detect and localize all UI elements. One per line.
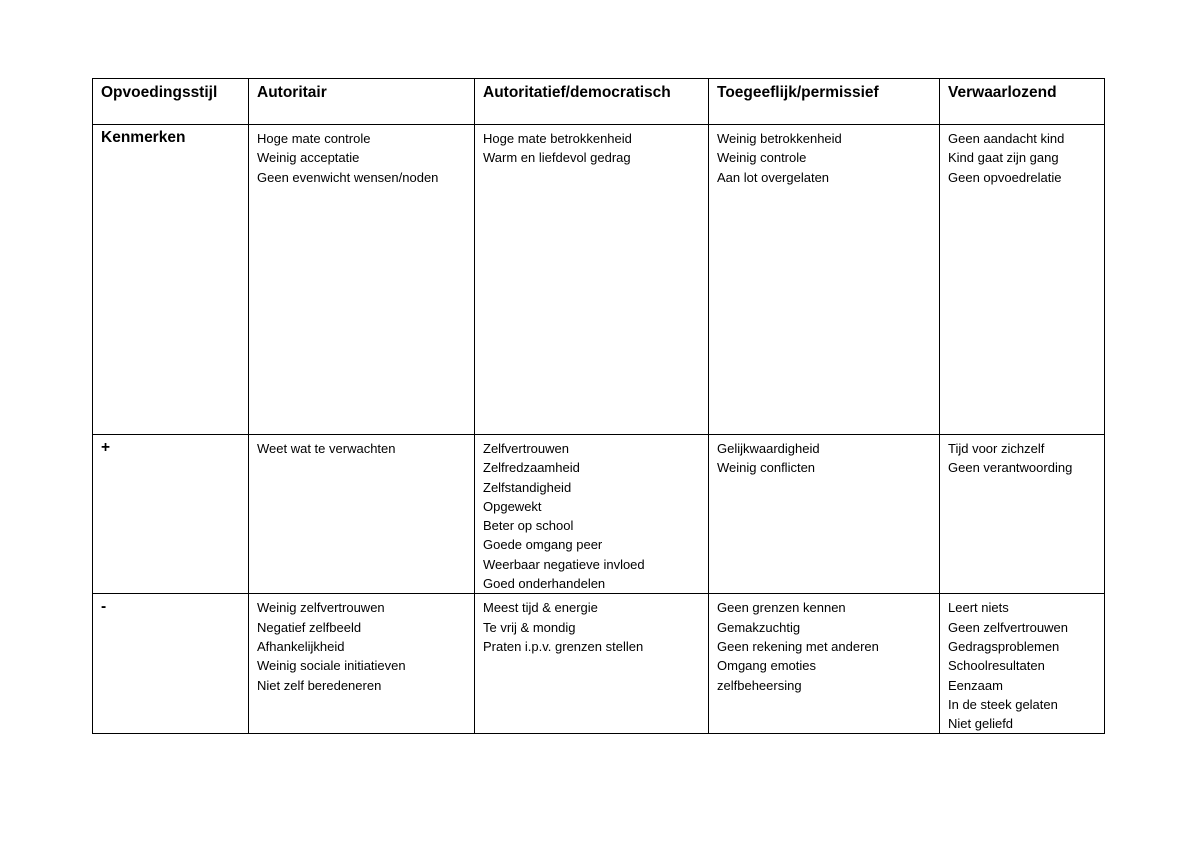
cell-line: Weinig controle xyxy=(717,150,807,166)
cell-line: Te vrij & mondig xyxy=(483,619,576,635)
table-row xyxy=(93,594,1105,734)
row-label-minus: - xyxy=(93,594,249,734)
cell-line: Schoolresultaten xyxy=(948,658,1045,674)
cell-line: Gelijkwaardigheid xyxy=(717,441,820,456)
cell-line: Negatief zelfbeeld xyxy=(257,619,362,635)
cell-line: Geen evenwicht wensen/noden xyxy=(257,169,439,185)
cell-line: Geen aandacht kind xyxy=(948,131,1065,146)
cell-line: Weinig conflicten xyxy=(717,460,816,476)
cell-line: Hoge mate betrokkenheid xyxy=(483,131,632,146)
cell-plus-autoritatief xyxy=(475,435,709,594)
row-label-kenmerken: Kenmerken xyxy=(93,125,249,435)
cell-line: Zelfredzaamheid xyxy=(483,460,580,476)
cell-plus-autoritair xyxy=(249,435,475,594)
cell-plus-verwaarlozend xyxy=(940,435,1105,594)
cell-kenmerken-autoritatief xyxy=(475,125,709,435)
cell-kenmerken-autoritair xyxy=(249,125,475,435)
cell-line: Omgang emoties xyxy=(717,658,816,674)
cell-line: Goed onderhandelen xyxy=(483,576,606,592)
cell-minus-autoritair xyxy=(249,594,475,734)
cell-line: Meest tijd & energie xyxy=(483,600,598,616)
cell-line: Geen grenzen kennen xyxy=(717,600,846,616)
cell-line: Hoge mate controle xyxy=(257,131,371,146)
parenting-styles-table xyxy=(92,78,1105,734)
cell-line: Geen opvoedrelatie xyxy=(948,169,1062,185)
cell-line: Weet wat te verwachten xyxy=(257,441,396,456)
header-cell-verwaarlozend: Verwaarlozend xyxy=(940,79,1105,125)
cell-line: Zelfstandigheid xyxy=(483,479,572,495)
row-label-plus: + xyxy=(93,435,249,594)
cell-line: Geen zelfvertrouwen xyxy=(948,619,1068,635)
cell-line: Geen rekening met anderen xyxy=(717,638,879,654)
cell-minus-autoritatief xyxy=(475,594,709,734)
cell-kenmerken-toegeeflijk xyxy=(709,125,940,435)
cell-line: Niet zelf beredeneren xyxy=(257,677,382,693)
header-cell-autoritair: Autoritair xyxy=(249,79,475,125)
cell-line: Weinig betrokkenheid xyxy=(717,131,842,146)
cell-kenmerken-verwaarlozend xyxy=(940,125,1105,435)
cell-line: Weerbaar negatieve invloed xyxy=(483,556,645,572)
cell-line: Leert niets xyxy=(948,600,1009,616)
table-header-row xyxy=(93,79,1105,125)
cell-minus-verwaarlozend xyxy=(940,594,1105,734)
table-row xyxy=(93,435,1105,594)
cell-line: Weinig sociale initiatieven xyxy=(257,658,406,674)
table-row xyxy=(93,125,1105,435)
cell-line: Warm en liefdevol gedrag xyxy=(483,150,631,166)
cell-line: Opgewekt xyxy=(483,498,542,514)
cell-line: Gedragsproblemen xyxy=(948,638,1060,654)
cell-line: Afhankelijkheid xyxy=(257,638,345,654)
cell-line: Weinig acceptatie xyxy=(257,150,360,166)
cell-line: Kind gaat zijn gang xyxy=(948,150,1059,166)
cell-line: zelfbeheersing xyxy=(717,677,802,693)
cell-line: Tijd voor zichzelf xyxy=(948,441,1045,456)
header-cell-toegeeflijk: Toegeeflijk/permissief xyxy=(709,79,940,125)
cell-line: Gemakzuchtig xyxy=(717,619,801,635)
cell-line: Beter op school xyxy=(483,518,574,534)
cell-line: Praten i.p.v. grenzen stellen xyxy=(483,638,644,654)
cell-plus-toegeeflijk xyxy=(709,435,940,594)
cell-line: Niet geliefd xyxy=(948,716,1014,732)
cell-line: Eenzaam xyxy=(948,677,1003,693)
cell-line: Weinig zelfvertrouwen xyxy=(257,600,385,616)
cell-line: Goede omgang peer xyxy=(483,537,603,553)
header-cell-opvoedingsstijl: Opvoedingsstijl xyxy=(93,79,249,125)
cell-line: Aan lot overgelaten xyxy=(717,169,830,185)
cell-line: In de steek gelaten xyxy=(948,696,1058,712)
header-cell-autoritatief: Autoritatief/democratisch xyxy=(475,79,709,125)
cell-line: Zelfvertrouwen xyxy=(483,441,569,456)
cell-minus-toegeeflijk xyxy=(709,594,940,734)
cell-line: Geen verantwoording xyxy=(948,460,1073,476)
